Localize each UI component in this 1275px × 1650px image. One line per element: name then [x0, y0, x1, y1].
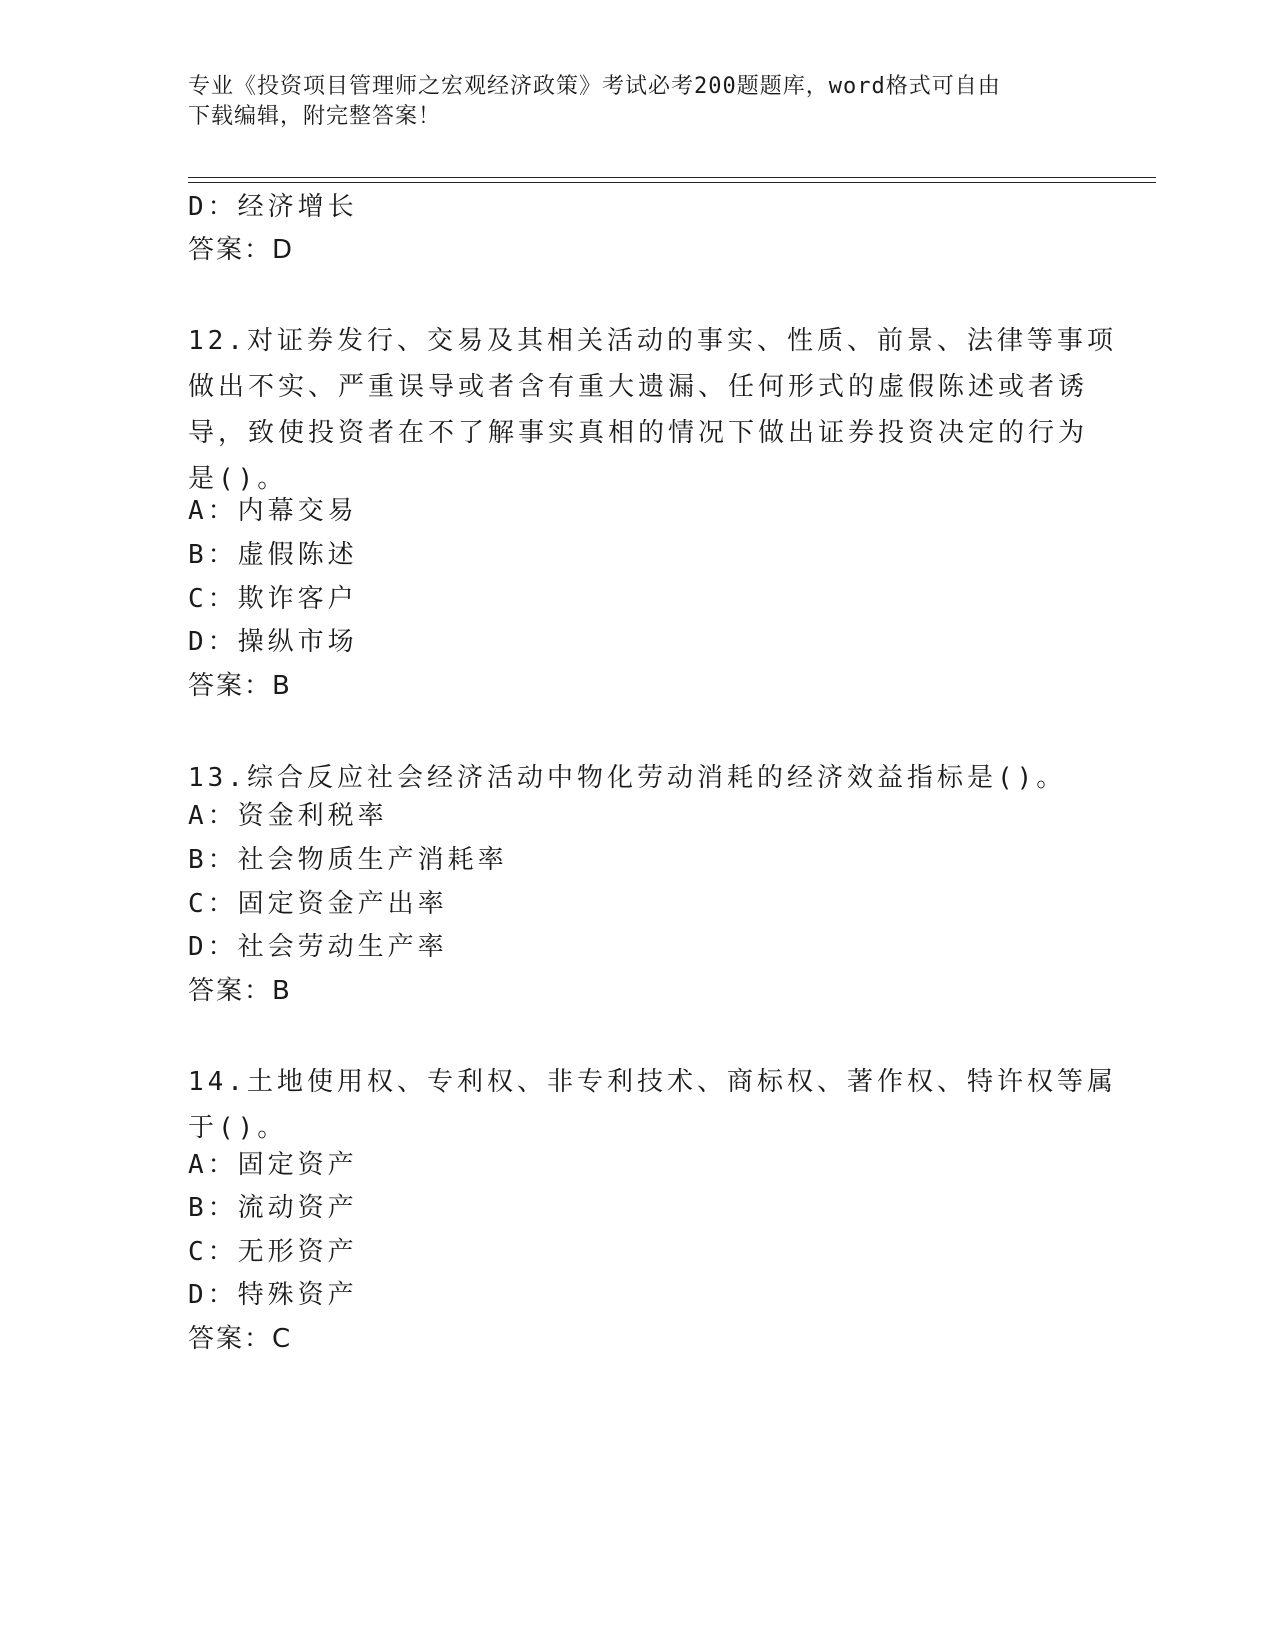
stem-line: 导，致使投资者在不了解事实真相的情况下做出证券投资决定的行为 [188, 418, 1089, 448]
question-12-stem [188, 318, 1117, 502]
question-13-option-d: D：社会劳动生产率 [188, 932, 448, 962]
question-12-option-a: A：内幕交易 [188, 496, 358, 526]
question-14-answer: 答案：C [188, 1324, 293, 1354]
question-14-option-a: A：固定资产 [188, 1150, 358, 1180]
question-14-stem [188, 1059, 1117, 1151]
stem-line: 13.综合反应社会经济活动中物化劳动消耗的经济效益指标是()。 [188, 763, 1067, 793]
stem-line: 做出不实、严重误导或者含有重大遗漏、任何形式的虚假陈述或者诱 [188, 372, 1089, 402]
stem-line: 14.土地使用权、专利权、非专利技术、商标权、著作权、特许权等属 [188, 1067, 1117, 1097]
question-13-stem [188, 755, 1088, 801]
header-divider-top [188, 177, 1156, 178]
document-header [188, 72, 1088, 132]
prev-option-d: D：经济增长 [188, 192, 358, 222]
question-13-answer: 答案：B [188, 976, 292, 1006]
question-14-option-c: C：无形资产 [188, 1237, 358, 1267]
header-divider-bottom [188, 182, 1156, 183]
question-12-option-d: D：操纵市场 [188, 627, 358, 657]
stem-line: 12.对证券发行、交易及其相关活动的事实、性质、前景、法律等事项 [188, 326, 1117, 356]
stem-line: 于()。 [188, 1113, 288, 1143]
question-13-option-a: A：资金利税率 [188, 801, 388, 831]
header-line-2: 下载编辑，附完整答案！ [188, 104, 442, 129]
prev-answer: 答案：D [188, 235, 295, 265]
question-13-option-c: C：固定资金产出率 [188, 889, 448, 919]
stem-line: 是()。 [188, 464, 288, 494]
question-12-option-b: B：虚假陈述 [188, 540, 358, 570]
question-14-option-d: D：特殊资产 [188, 1280, 358, 1310]
question-12-answer: 答案：B [188, 671, 292, 701]
question-13-option-b: B：社会物质生产消耗率 [188, 845, 508, 875]
question-14-option-b: B：流动资产 [188, 1193, 358, 1223]
header-line-1: 专业《投资项目管理师之宏观经济政策》考试必考200题题库，word格式可自由 [188, 74, 1001, 99]
question-12-option-c: C：欺诈客户 [188, 584, 358, 614]
